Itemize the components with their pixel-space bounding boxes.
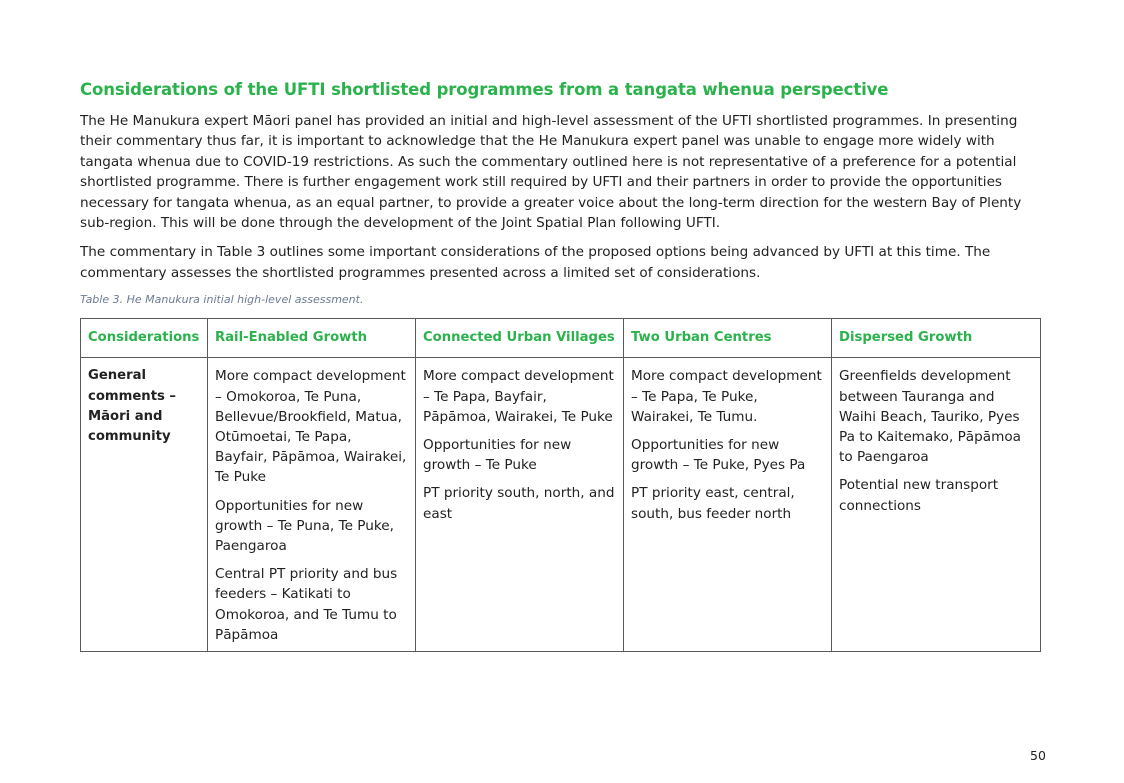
cell-dispersed-growth [832, 358, 1041, 652]
header-dispersed-growth: Dispersed Growth [832, 319, 1041, 358]
cell-text: More compact development – Te Papa, Te Puke, Wairakei, Te Tumu. [631, 368, 822, 425]
header-connected-urban-villages: Connected Urban Villages [416, 319, 624, 358]
cell-connected-urban-villages [416, 358, 624, 652]
cell-two-urban-centres [624, 358, 832, 652]
row-label-general-comments: General comments – Māori and community [81, 358, 208, 652]
cell-text: More compact development – Te Papa, Bayfair, Pāpāmoa, Wairakei, Te Puke [423, 368, 614, 425]
cell-text: Opportunities for new growth – Te Puke, Pyes Pa [631, 437, 806, 474]
cell-text: Greenfields development between Tauranga and Waihi Beach, Tauriko, Pyes Pa to Kaitemako, Pāpāmoa to Paengaroa [839, 368, 1021, 466]
header-considerations: Considerations [81, 319, 208, 358]
header-rail-enabled-growth: Rail-Enabled Growth [208, 319, 416, 358]
page-number: 50 [1030, 748, 1046, 763]
document-page [80, 80, 1042, 652]
cell-text: Potential new transport connections [839, 477, 999, 514]
intro-paragraph-1: The He Manukura expert Māori panel has provided an initial and high-level assessment of the UFTI shortlisted programmes. In presenting their commentary thus far, it is important to acknowledge that the He Manukura expert panel was unable to engage more widely with tangata whenua due to COVID-19 restrictions. As such the commentary outlined here is not representative of a preference for a potential shortlisted programme. There is further engagement work still required by UFTI and their partners in order to provide the opportunities necessary for tangata whenua, as an equal partner, to provide a greater voice about the long-term direction for the western Bay of Plenty sub-region. This will be done through the development of the Joint Spatial Plan following UFTI. [80, 113, 1022, 232]
cell-text: Opportunities for new growth – Te Puke [423, 437, 572, 474]
cell-text: Central PT priority and bus feeders – Katikati to Omokoroa, and Te Tumu to Pāpāmoa [215, 566, 398, 643]
cell-text: More compact development – Omokoroa, Te Puna, Bellevue/Brookfield, Matua, Otūmoetai, Te Papa, Bayfair, Pāpāmoa, Wairakei, Te Puke [215, 368, 407, 486]
cell-text: PT priority south, north, and east [423, 485, 615, 522]
assessment-table [80, 318, 1041, 652]
table-caption: Table 3. He Manukura initial high-level assessment. [80, 293, 364, 307]
cell-text: PT priority east, central, south, bus feeder north [631, 485, 795, 522]
table-header-row [81, 319, 1041, 358]
cell-text: Opportunities for new growth – Te Puna, Te Puke, Paengaroa [215, 497, 394, 555]
section-heading: Considerations of the UFTI shortlisted programmes from a tangata whenua perspective [80, 80, 889, 99]
header-two-urban-centres: Two Urban Centres [624, 319, 832, 358]
table-row [81, 358, 1041, 652]
cell-rail-enabled-growth [208, 358, 416, 652]
intro-paragraph-2: The commentary in Table 3 outlines some important considerations of the proposed options being advanced by UFTI at this time. The commentary assesses the shortlisted programmes presented across a limited set of considerations. [80, 244, 991, 281]
